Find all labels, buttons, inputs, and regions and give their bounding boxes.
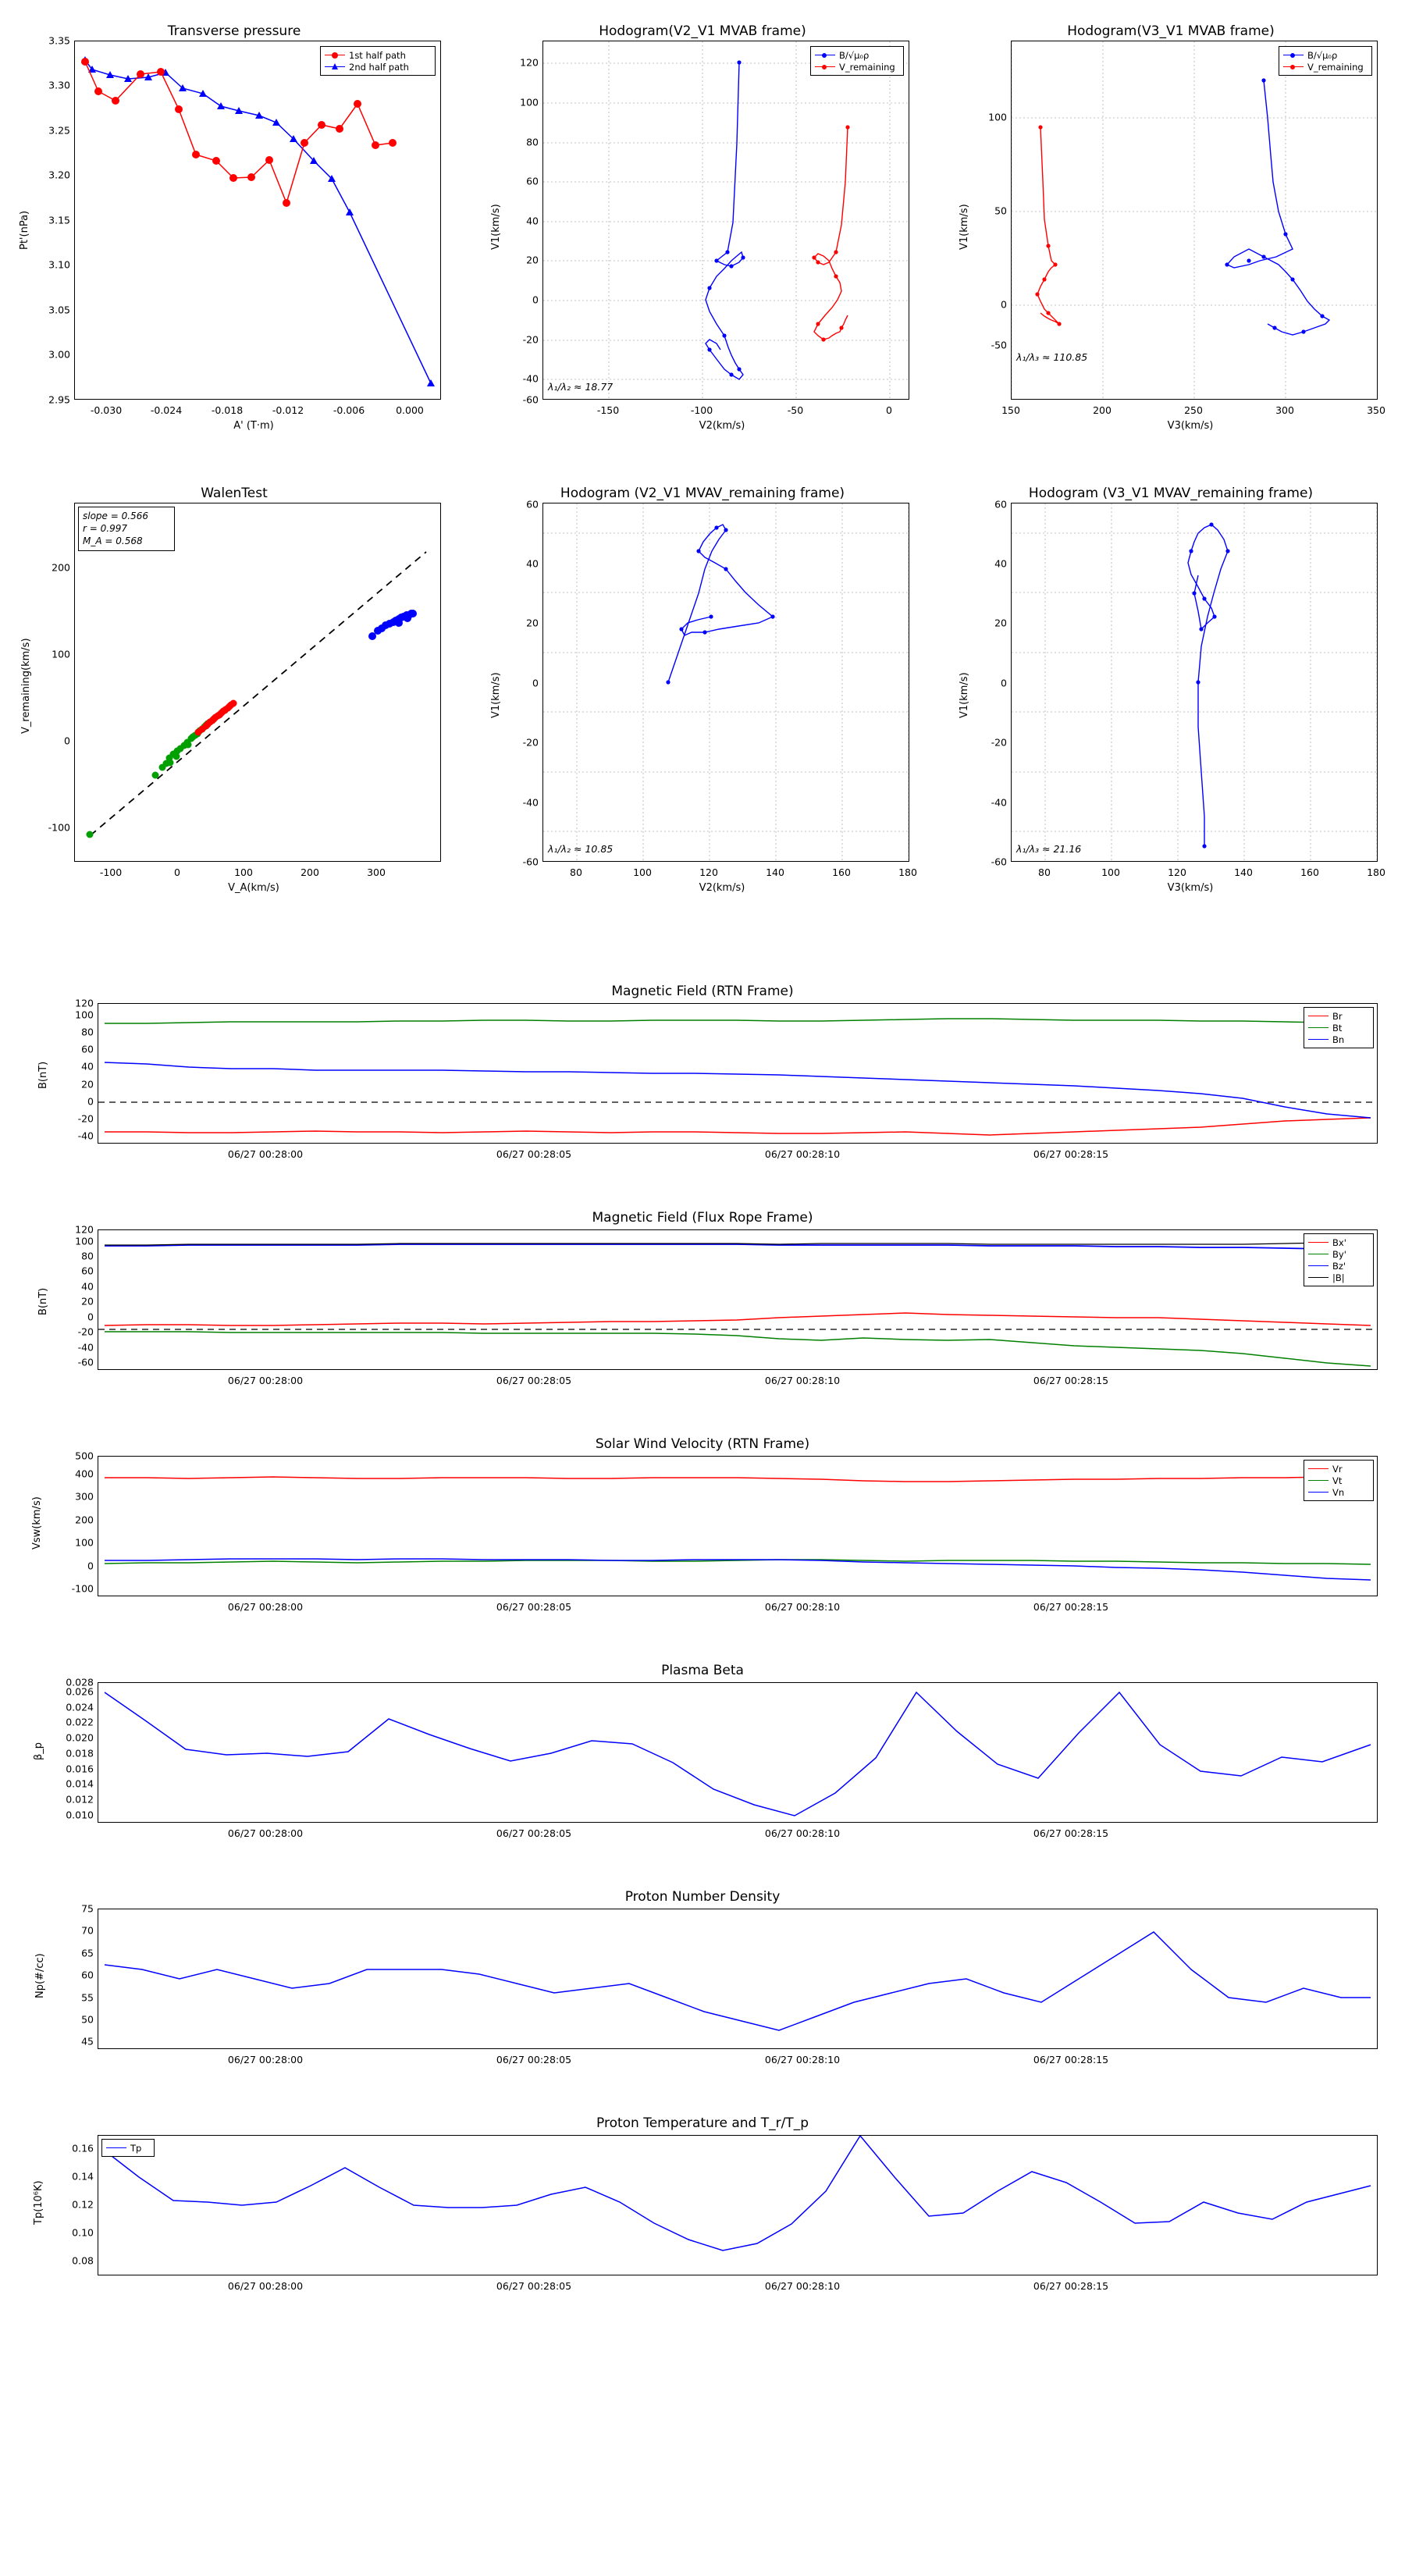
xtick: 06/27 00:28:15 [1033,1375,1109,1386]
legend-label: By' [1332,1248,1346,1260]
ytick: 40 [526,215,539,227]
legend-label: V_remaining [1307,61,1364,73]
ytick: 0.020 [66,1731,94,1744]
ytick: 40 [81,1280,94,1293]
ytick: -40 [522,796,539,809]
ytick: -20 [522,736,539,749]
xaxis-label: V_A(km/s) [228,882,279,894]
ytick: 3.30 [48,79,70,91]
panel-walen-test [0,468,468,906]
plot-area-velocity [98,1456,1378,1596]
xtick: 300 [367,866,386,878]
xtick: 06/27 00:28:15 [1033,2054,1109,2065]
legend-label: B/√μ₀ρ [1307,49,1338,61]
ytick: 20 [81,1295,94,1308]
yaxis-label: V1(km/s) [490,204,502,250]
ytick: 0.018 [66,1747,94,1759]
xtick: 06/27 00:28:15 [1033,1827,1109,1839]
ytick: 0.14 [72,2170,94,2183]
legend-label: 2nd half path [349,61,409,73]
xtick: 120 [1168,866,1186,878]
legend-transverse-pressure [320,46,436,76]
ytick: 80 [81,1026,94,1038]
ytick: 80 [526,136,539,148]
legend-hodogram-v2v1 [810,46,904,76]
xtick: 06/27 00:28:10 [764,1148,841,1160]
ytick: 100 [75,1536,94,1549]
xtick: 06/27 00:28:05 [496,1827,572,1839]
ytick: 60 [81,1265,94,1277]
xtick: 200 [301,866,319,878]
legend-label: Bn [1332,1034,1345,1045]
ytick: -20 [991,736,1007,749]
ytick: 120 [75,997,94,1009]
xtick: 140 [1234,866,1253,878]
panel-proton-density [0,1885,1405,2080]
ytick: 100 [52,648,70,660]
legend-label: 1st half path [349,49,406,61]
eigenvalue-ratio-annotation: λ₁/λ₃ ≈ 21.16 [1016,843,1082,855]
ytick: -40 [522,372,539,385]
panel-title: Solar Wind Velocity (RTN Frame) [595,1436,810,1452]
ytick: 20 [994,617,1007,629]
ytick: 20 [526,254,539,266]
panel-magnetic-field-fluxrope [0,1206,1405,1401]
xtick: 06/27 00:28:00 [227,1375,304,1386]
panel-title: WalenTest [201,486,268,501]
xtick: 80 [1038,866,1051,878]
ytick: 0 [532,294,539,306]
panel-transverse-pressure [0,0,468,437]
yaxis-label: V1(km/s) [490,672,502,718]
ytick: 40 [994,557,1007,570]
ytick: 0 [64,735,70,747]
legend-label: B/√μ₀ρ [839,49,870,61]
legend-label: Vn [1332,1486,1345,1498]
ytick: 60 [526,175,539,187]
eigenvalue-ratio-annotation: λ₁/λ₂ ≈ 18.77 [548,381,614,393]
xtick: 100 [633,866,652,878]
plot-area-hodogram-v2v1 [542,41,909,400]
yaxis-label: Vsw(km/s) [31,1496,43,1550]
yaxis-label: β_p [33,1742,44,1760]
panel-proton-temperature [0,2112,1405,2307]
plot-area-beta [98,1682,1378,1823]
ytick: 0.010 [66,1809,94,1821]
xtick: 06/27 00:28:00 [227,1148,304,1160]
ytick: 0.026 [66,1685,94,1698]
xaxis-label: A' (T·m) [233,420,274,432]
xtick: 0 [174,866,180,878]
panel-title: Magnetic Field (RTN Frame) [611,984,794,999]
ytick: 300 [75,1490,94,1503]
ytick: -60 [522,856,539,868]
ytick: 40 [81,1060,94,1073]
xtick: -100 [99,866,123,878]
xtick: 06/27 00:28:05 [496,2054,572,2065]
xtick: 160 [832,866,851,878]
ytick: 0 [87,1311,94,1323]
xtick: -0.030 [90,404,123,416]
ytick: 60 [526,498,539,511]
eigenvalue-ratio-annotation: λ₁/λ₂ ≈ 10.85 [548,843,614,855]
legend-label: |B| [1332,1272,1345,1283]
ytick: 20 [81,1078,94,1091]
ytick: 0.014 [66,1777,94,1790]
plot-area-walen [74,503,441,862]
ytick: -60 [522,393,539,406]
legend-label: Bt [1332,1022,1343,1034]
xtick: 250 [1184,404,1203,416]
ytick: 2.95 [48,393,70,406]
panel-hodogram-v2v1-mvab [468,0,937,437]
xtick: 0 [886,404,892,416]
panel-magnetic-field-rtn [0,980,1405,1175]
ytick: 200 [52,561,70,574]
xtick: -100 [690,404,713,416]
plot-area-mag-rtn [98,1003,1378,1144]
ytick: -60 [77,1356,94,1368]
ytick: -20 [522,333,539,346]
panel-title: Plasma Beta [661,1663,744,1678]
ytick: 3.35 [48,34,70,47]
ytick: 100 [75,1009,94,1021]
plot-area-mag-fluxrope [98,1229,1378,1370]
ytick: 50 [994,205,1007,217]
xtick: 0.000 [396,404,424,416]
legend-label: Vt [1332,1475,1343,1486]
xtick: 06/27 00:28:00 [227,2280,304,2292]
panel-title: Proton Temperature and T_r/T_p [596,2115,809,2131]
xtick: 06/27 00:28:05 [496,1375,572,1386]
ytick: 0.022 [66,1716,94,1728]
xtick: 06/27 00:28:05 [496,1601,572,1613]
yaxis-label: V_remaining(km/s) [20,638,32,734]
ytick: 120 [520,56,539,69]
ytick: 0 [532,677,539,689]
xtick: 100 [1101,866,1120,878]
panel-hodogram-v3v1-mvav [937,468,1405,906]
ytick: 40 [526,557,539,570]
eigenvalue-ratio-annotation: λ₁/λ₃ ≈ 110.85 [1016,351,1088,363]
ytick: 0 [1001,298,1007,311]
yaxis-label: Np(#/cc) [34,1953,46,1998]
xtick: 06/27 00:28:10 [764,1601,841,1613]
legend-temperature [101,2139,155,2157]
ytick: 3.10 [48,258,70,271]
plot-area-hodogram-v3v1-mvav [1011,503,1378,862]
ytick: 0.12 [72,2198,94,2211]
panel-title: Hodogram(V3_V1 MVAB frame) [1067,23,1275,39]
ytick: 0.016 [66,1763,94,1775]
legend-hodogram-v3v1 [1279,46,1372,76]
panel-title: Hodogram (V2_V1 MVAV_remaining frame) [560,486,845,501]
ytick: 3.15 [48,214,70,226]
xtick: 300 [1275,404,1294,416]
panel-title: Hodogram(V2_V1 MVAB frame) [599,23,806,39]
ytick: 100 [75,1235,94,1247]
ytick: 60 [81,1043,94,1055]
ytick: 0.012 [66,1793,94,1806]
ytick: 100 [988,111,1007,123]
xtick: 350 [1367,404,1385,416]
walen-fit-textbox [78,507,175,551]
ytick: -40 [991,796,1007,809]
ytick: -60 [991,856,1007,868]
legend-velocity [1304,1460,1374,1501]
plot-area-hodogram-v2v1-mvav [542,503,909,862]
ytick: 3.05 [48,304,70,316]
ytick: 100 [520,96,539,109]
ytick: 0.08 [72,2254,94,2267]
xtick: 160 [1300,866,1319,878]
ytick: 400 [75,1468,94,1480]
xtick: 180 [1367,866,1385,878]
ytick: -50 [991,339,1007,351]
xtick: -0.024 [150,404,183,416]
xtick: 06/27 00:28:10 [764,1375,841,1386]
xaxis-label: V3(km/s) [1167,420,1214,432]
ytick: 60 [81,1969,94,1981]
ytick: 3.20 [48,169,70,181]
legend-label: Br [1332,1010,1343,1022]
xtick: 06/27 00:28:00 [227,2054,304,2065]
xtick: 200 [1093,404,1112,416]
panel-title: Hodogram (V3_V1 MVAV_remaining frame) [1028,486,1314,501]
ytick: 3.25 [48,124,70,137]
yaxis-label: B(nT) [37,1287,49,1315]
xaxis-label: V3(km/s) [1167,882,1214,894]
ytick: 0.024 [66,1701,94,1713]
ytick: 70 [81,1924,94,1937]
panel-hodogram-v3v1-mvab [937,0,1405,437]
xtick: 06/27 00:28:15 [1033,1601,1109,1613]
ytick: -100 [71,1582,94,1595]
xtick: 06/27 00:28:10 [764,1827,841,1839]
panel-title: Magnetic Field (Flux Rope Frame) [592,1210,813,1226]
xtick: 120 [699,866,718,878]
ytick: -40 [77,1341,94,1354]
ytick: 3.00 [48,348,70,361]
xtick: 06/27 00:28:00 [227,1601,304,1613]
ytick: 0.16 [72,2142,94,2154]
xaxis-label: V2(km/s) [699,420,745,432]
xtick: 06/27 00:28:15 [1033,1148,1109,1160]
ytick: -40 [77,1130,94,1142]
ytick: 60 [994,498,1007,511]
ytick: 0 [1001,677,1007,689]
legend-mag-rtn [1304,1007,1374,1048]
ytick: 20 [526,617,539,629]
xtick: 100 [234,866,253,878]
ytick: 55 [81,1991,94,2004]
ytick: 75 [81,1902,94,1915]
panel-title: Transverse pressure [167,23,301,39]
panel-plasma-beta [0,1659,1405,1854]
xtick: 140 [766,866,784,878]
legend-label: V_remaining [839,61,895,73]
walen-r: r = 0.997 [83,523,127,535]
xaxis-label: V2(km/s) [699,882,745,894]
xtick: 06/27 00:28:05 [496,1148,572,1160]
plot-area-temperature [98,2135,1378,2275]
yaxis-label: Pt'(nPa) [19,210,30,250]
xtick: 150 [1001,404,1020,416]
ytick: 0 [87,1560,94,1572]
walen-ma: M_A = 0.568 [83,535,143,547]
panel-hodogram-v2v1-mvav [468,468,937,906]
walen-slope: slope = 0.566 [83,511,148,521]
plot-area-hodogram-v3v1 [1011,41,1378,400]
legend-label: Tp [130,2142,142,2154]
yaxis-label: V1(km/s) [959,672,970,718]
legend-label: Bz' [1332,1260,1346,1272]
xtick: 80 [570,866,582,878]
ytick: 50 [81,2013,94,2026]
xtick: 06/27 00:28:05 [496,2280,572,2292]
plot-area-density [98,1909,1378,2049]
ytick: 0.028 [66,1676,94,1688]
xtick: -150 [596,404,620,416]
xtick: 180 [898,866,917,878]
xtick: -0.018 [211,404,244,416]
ytick: 200 [75,1514,94,1526]
xtick: -0.006 [333,404,365,416]
ytick: -20 [77,1325,94,1338]
xtick: 06/27 00:28:15 [1033,2280,1109,2292]
plot-area-transverse-pressure [74,41,441,400]
xtick: -0.012 [272,404,304,416]
legend-label: Vr [1332,1463,1343,1475]
ytick: 45 [81,2035,94,2048]
ytick: 0 [87,1095,94,1108]
legend-mag-fluxrope [1304,1233,1374,1286]
xtick: 06/27 00:28:10 [764,2280,841,2292]
xtick: 06/27 00:28:00 [227,1827,304,1839]
yaxis-label: B(nT) [37,1061,49,1089]
ytick: -20 [77,1112,94,1125]
ytick: 120 [75,1223,94,1236]
yaxis-label: Tp(10⁶K) [33,2180,44,2225]
xtick: -50 [787,404,804,416]
yaxis-label: V1(km/s) [959,204,970,250]
ytick: 80 [81,1250,94,1262]
ytick: 0.10 [72,2226,94,2239]
ytick: -100 [48,821,70,834]
panel-title: Proton Number Density [624,1889,781,1905]
ytick: 500 [75,1450,94,1462]
legend-label: Bx' [1332,1236,1346,1248]
ytick: 65 [81,1947,94,1959]
panel-solar-wind-velocity [0,1432,1405,1628]
xtick: 06/27 00:28:10 [764,2054,841,2065]
